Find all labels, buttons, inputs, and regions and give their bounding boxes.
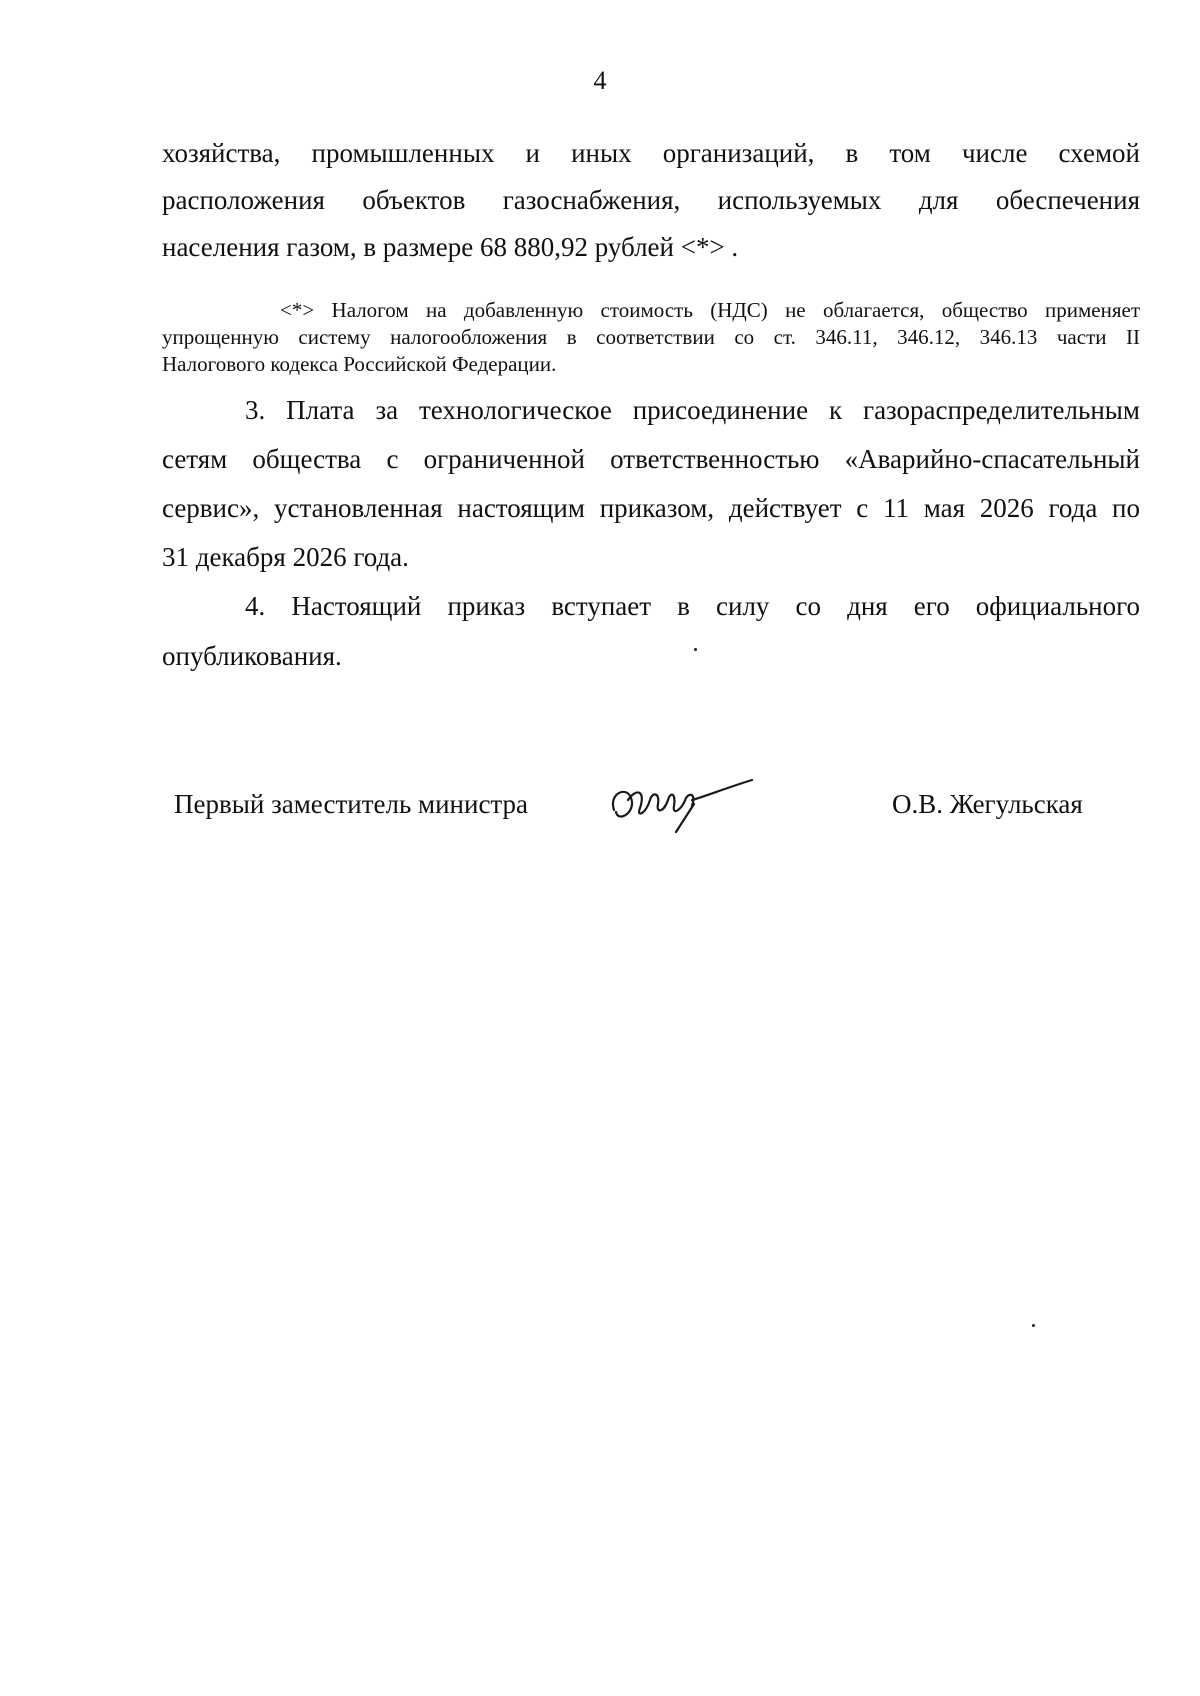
paragraph-3-line-2: сетям общества с ограниченной ответственностью «Аварийно-спасательный bbox=[162, 444, 1140, 474]
paragraph-2-line-1: хозяйства, промышленных и иных организаций, в том числе схемой bbox=[162, 138, 1140, 168]
paragraph-2-line-2: расположения объектов газоснабжения, используемых для обеспечения bbox=[162, 185, 1140, 215]
handwritten-signature bbox=[606, 770, 756, 840]
paragraph-3-line-3: сервис», установленная настоящим приказом, действует с 11 мая 2026 года по bbox=[162, 493, 1140, 523]
paragraph-3-line-1: 3. Плата за технологическое присоединение к газораспределительным bbox=[245, 395, 1140, 425]
signatory-title: Первый заместитель министра bbox=[174, 789, 529, 819]
signatory-name: О.В. Жегульская bbox=[892, 789, 1083, 819]
paragraph-4-line-2: опубликования. bbox=[162, 641, 342, 671]
paragraph-3-line-4: 31 декабря 2026 года. bbox=[162, 542, 409, 572]
scan-speck bbox=[694, 648, 697, 651]
page-number: 4 bbox=[593, 66, 607, 95]
footnote-line-3: Налогового кодекса Российской Федерации. bbox=[162, 352, 557, 376]
footnote-line-2: упрощенную систему налогообложения в соответствии со ст. 346.11, 346.12, 346.13 части II bbox=[162, 325, 1140, 349]
paragraph-4-line-1: 4. Настоящий приказ вступает в силу со дня его официального bbox=[245, 591, 1140, 621]
paragraph-2-line-3: населения газом, в размере 68 880,92 рублей <*> . bbox=[162, 232, 739, 262]
footnote-line-1: <*> Налогом на добавленную стоимость (НДС) не облагается, общество применяет bbox=[280, 298, 1140, 322]
scan-speck bbox=[1032, 1324, 1035, 1327]
